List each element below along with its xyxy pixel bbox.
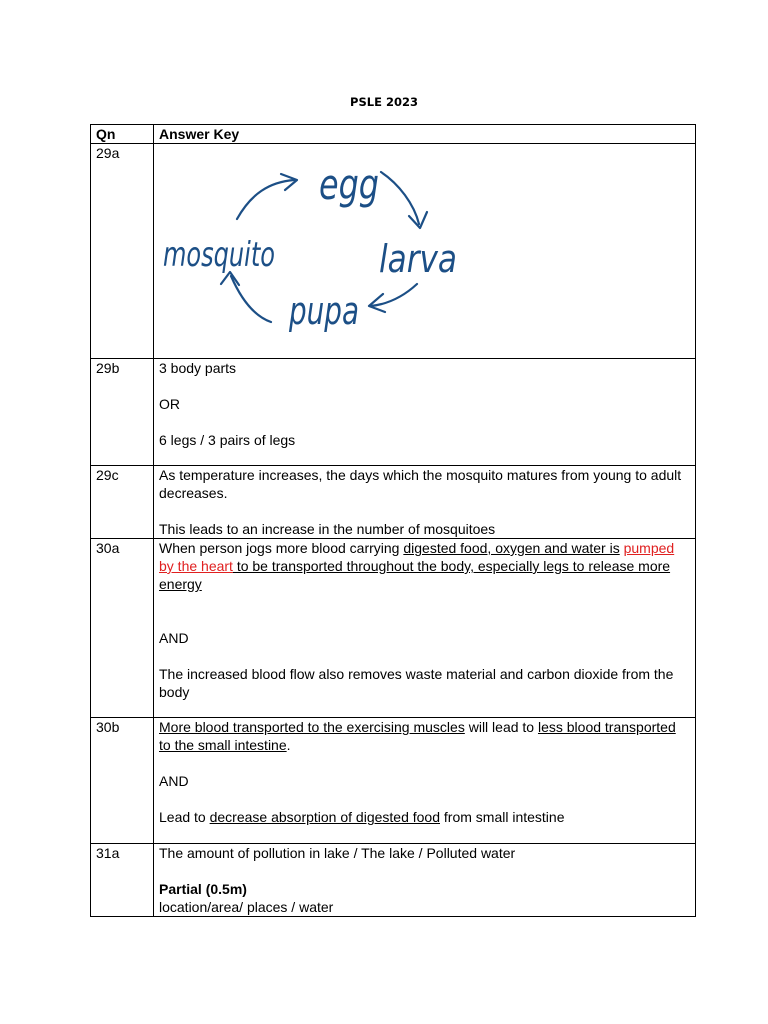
answer-text: . bbox=[286, 737, 291, 753]
answer-line: OR bbox=[159, 396, 180, 412]
arrow-egg-to-larva bbox=[381, 172, 419, 224]
answer-line: The amount of pollution in lake / The lake / Polluted water bbox=[159, 845, 516, 861]
answer-line bbox=[159, 539, 690, 593]
answer-cell bbox=[154, 466, 696, 539]
question-number: 29b bbox=[91, 359, 154, 466]
answer-cell bbox=[154, 539, 696, 718]
table-row bbox=[91, 844, 696, 917]
underlined-text: More blood transported to the exercising muscles bbox=[159, 719, 465, 735]
answer-line bbox=[159, 718, 690, 754]
table-row bbox=[91, 539, 696, 718]
answer-line: 6 legs / 3 pairs of legs bbox=[159, 432, 296, 448]
answer-cell bbox=[154, 844, 696, 917]
question-number: 30a bbox=[91, 539, 154, 718]
mosquito-label: mosquito bbox=[163, 235, 275, 275]
answer-line: AND bbox=[159, 630, 189, 646]
underlined-text: decrease absorption of digested food bbox=[209, 809, 440, 825]
arrow-larva-to-pupa bbox=[371, 284, 417, 306]
life-cycle-diagram bbox=[159, 144, 699, 354]
answer-line: AND bbox=[159, 773, 189, 789]
answer-cell bbox=[154, 718, 696, 844]
answer-text: When person jogs more blood carrying bbox=[159, 540, 404, 556]
page-title: PSLE 2023 bbox=[350, 95, 418, 109]
life-cycle-diagram-cell bbox=[154, 144, 696, 359]
table-row bbox=[91, 144, 696, 359]
table-header-row bbox=[91, 125, 696, 144]
answer-line: location/area/ places / water bbox=[159, 899, 334, 915]
highlighted-text: pumped by the heart bbox=[159, 540, 675, 574]
header-qn: Qn bbox=[91, 125, 154, 144]
underlined-text: digested food, oxygen and water is bbox=[403, 540, 620, 556]
question-number: 30b bbox=[91, 718, 154, 844]
arrow-mosquito-to-egg bbox=[237, 180, 294, 219]
table-row bbox=[91, 359, 696, 466]
underlined-text: less blood transported to the small intestine bbox=[159, 719, 676, 753]
header-answer-key: Answer Key bbox=[154, 125, 696, 144]
question-number: 29a bbox=[91, 144, 154, 359]
answer-text: from small intestine bbox=[440, 809, 565, 825]
answer-text: will lead to bbox=[464, 719, 538, 735]
answer-line: 3 body parts bbox=[159, 360, 237, 376]
question-number: 31a bbox=[91, 844, 154, 917]
answer-line: The increased blood flow also removes waste material and carbon dioxide from the body bbox=[159, 666, 674, 700]
pupa-label: pupa bbox=[288, 289, 359, 333]
larva-label: larva bbox=[379, 237, 457, 281]
table-row bbox=[91, 466, 696, 539]
egg-label: egg bbox=[319, 160, 379, 209]
underlined-text: to be transported throughout the body, especially legs to release more energy bbox=[159, 558, 671, 592]
answer-cell bbox=[154, 359, 696, 466]
table-row bbox=[91, 718, 696, 844]
answer-text: Lead to bbox=[159, 809, 210, 825]
question-number: 29c bbox=[91, 466, 154, 539]
answer-line: This leads to an increase in the number of mosquitoes bbox=[159, 521, 496, 537]
answer-line: As temperature increases, the days which the mosquito matures from young to adult decreases. bbox=[159, 467, 682, 501]
answer-key-table bbox=[90, 124, 696, 917]
answer-line bbox=[159, 808, 690, 826]
partial-marks-label: Partial (0.5m) bbox=[159, 881, 247, 897]
